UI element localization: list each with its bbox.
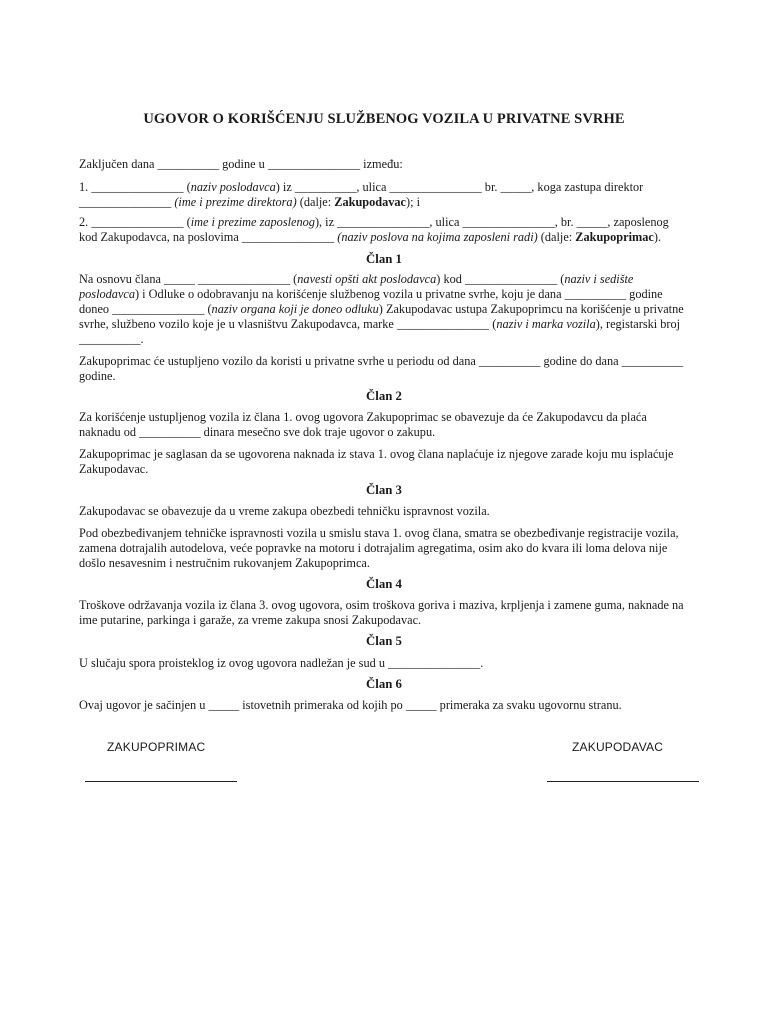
article-2-p1-line1: Za korišćenje ustupljenog vozila iz člana 1. ovog ugovora Zakupoprimac se obavezuje da će Zakupodavcu da plaća (79, 410, 647, 424)
employer-city-blank[interactable]: __________ (294, 180, 357, 194)
party2-line1: 2. _______________ (ime i prezime zaposlenog), iz _______________, ulica _______________, br. _____, zaposlenog (79, 215, 669, 229)
article-2-p2-line2: Zakupodavac. (79, 462, 149, 476)
article-4-line1: Troškove održavanja vozila iz člana 3. ovog ugovora, osim troškova goriva i maziva, krpljenja i zamene guma, naknade na (79, 598, 684, 612)
employer-street-blank[interactable]: _______________ (389, 180, 482, 194)
article-1-p2-line2: godine. (79, 369, 116, 383)
article-3-p2-line2: zamena dotrajalih autodelova, veće popravke na motoru i dotrajalim agregatima, osim ako do kvara ili loma delova nije (79, 541, 668, 555)
general-act-blank[interactable]: _______________ (197, 272, 291, 286)
vehicle-brand-blank[interactable]: _______________ (396, 317, 490, 331)
party1-line1: 1. _______________ (naziv poslodavca) iz __________, ulica _______________ br. _____, koga zastupa direktor (79, 180, 644, 194)
intro-line: Zaključen dana __________ godine u _______________ između: (79, 157, 403, 171)
decision-date-blank[interactable]: __________ (564, 287, 627, 301)
article-1-line3: doneo _______________ (naziv organa koji je doneo odluku) Zakupodavac ustupa Zakupoprimcu na korišćenje u privatne (79, 302, 684, 316)
article-1-line5: __________. (79, 332, 144, 346)
place-blank[interactable]: _______________ (267, 157, 361, 171)
signature-line-lessee[interactable] (85, 781, 237, 782)
article-6-line1: Ovaj ugovor je sačinjen u _____ istovetnih primeraka od kojih po _____ primeraka za svaku ugovornu stranu. (79, 698, 622, 712)
article-4-line2: ime putarine, parkinga i garaže, za vreme zakupa snosi Zakupodavac. (79, 613, 422, 627)
job-title-blank[interactable]: _______________ (241, 230, 335, 244)
court-blank[interactable]: _______________ (388, 656, 481, 670)
copies-each-blank[interactable]: _____ (405, 698, 437, 712)
article-2-p2-line1: Zakupoprimac je saglasan da se ugovorena naknada iz stava 1. ovog člana naplaćuje iz njegove zarade koju mu isplaćuje (79, 447, 674, 461)
article-2-p1-line2: naknadu od __________ dinara mesečno sve dok traje ugovor o zakupu. (79, 425, 436, 439)
date-blank[interactable]: __________ (157, 157, 220, 171)
document-title: UGOVOR O KORIŠĆENJU SLUŽBENOG VOZILA U PRIVATNE SVRHE (143, 111, 625, 127)
period-to-blank[interactable]: __________ (621, 354, 684, 368)
copies-total-blank[interactable]: _____ (208, 698, 240, 712)
signature-label-lessor: ZAKUPODAVAC (572, 740, 664, 754)
article-number-blank[interactable]: _____ (164, 272, 195, 286)
fee-blank[interactable]: __________ (139, 425, 201, 439)
employee-city-blank[interactable]: _______________ (337, 215, 430, 229)
article-1-line2: poslodavca) i Odluke o odobravanju na korišćenje službenog vozila u privatne svrhe, koju je dana __________ godine (79, 287, 663, 301)
article-1-line1: Na osnovu člana _____ _______________ (navesti opšti akt poslodavca) kod _______________ (naziv i sedište (79, 272, 634, 286)
signature-label-lessee: ZAKUPOPRIMAC (107, 740, 206, 754)
article-5-line1: U slučaju spora proisteklog iz ovog ugovora nadležan je sud u _______________. (79, 656, 484, 670)
party2-line2: kod Zakupodavca, na poslovima _______________ (naziv poslova na kojima zaposleni radi) (dalje: Zakupoprimac). (79, 230, 662, 244)
party1-line2: _______________ (ime i prezime direktora) (dalje: Zakupodavac); i (79, 195, 421, 209)
article-5-heading: Član 5 (366, 634, 402, 648)
signature-line-lessor[interactable] (547, 781, 699, 782)
period-from-blank[interactable]: __________ (478, 354, 541, 368)
authority-blank[interactable]: _______________ (112, 302, 205, 316)
article-1-p2-line1: Zakupoprimac će ustupljeno vozilo da koristi u privatne svrhe u periodu od dana __________ godine do dana __________ (79, 354, 684, 368)
article-3-p2-line3: došlo nesavesnim i nestručnim rukovanjem Zakupoprimca. (79, 556, 370, 570)
employer-number-blank[interactable]: _____ (500, 180, 532, 194)
article-6-heading: Član 6 (366, 677, 402, 691)
employer-blank[interactable]: _______________ (464, 272, 558, 286)
director-name-blank[interactable]: _______________ (79, 195, 172, 209)
article-1-heading: Član 1 (366, 252, 402, 266)
article-4-heading: Član 4 (366, 577, 402, 591)
employer-name-blank[interactable]: _______________ (91, 180, 184, 194)
employee-name-blank[interactable]: _______________ (91, 215, 184, 229)
article-1-line4: svrhe, službeno vozilo koje je u vlasništvu Zakupodavca, marke _______________ (naziv i marka vozila), registarski broj (79, 317, 681, 331)
article-3-heading: Član 3 (366, 483, 402, 497)
employee-number-blank[interactable]: _____ (576, 215, 608, 229)
employee-street-blank[interactable]: _______________ (462, 215, 555, 229)
article-3-p2-line1: Pod obezbeđivanjem tehničke ispravnosti vozila u smislu stava 1. ovog člana, smatra se obezbeđivanje registracije vozila, (79, 526, 679, 540)
registration-blank[interactable]: __________ (79, 332, 141, 346)
article-2-heading: Član 2 (366, 389, 402, 403)
article-3-p1: Zakupodavac se obavezuje da u vreme zakupa obezbedi tehničku ispravnost vozila. (79, 504, 490, 518)
